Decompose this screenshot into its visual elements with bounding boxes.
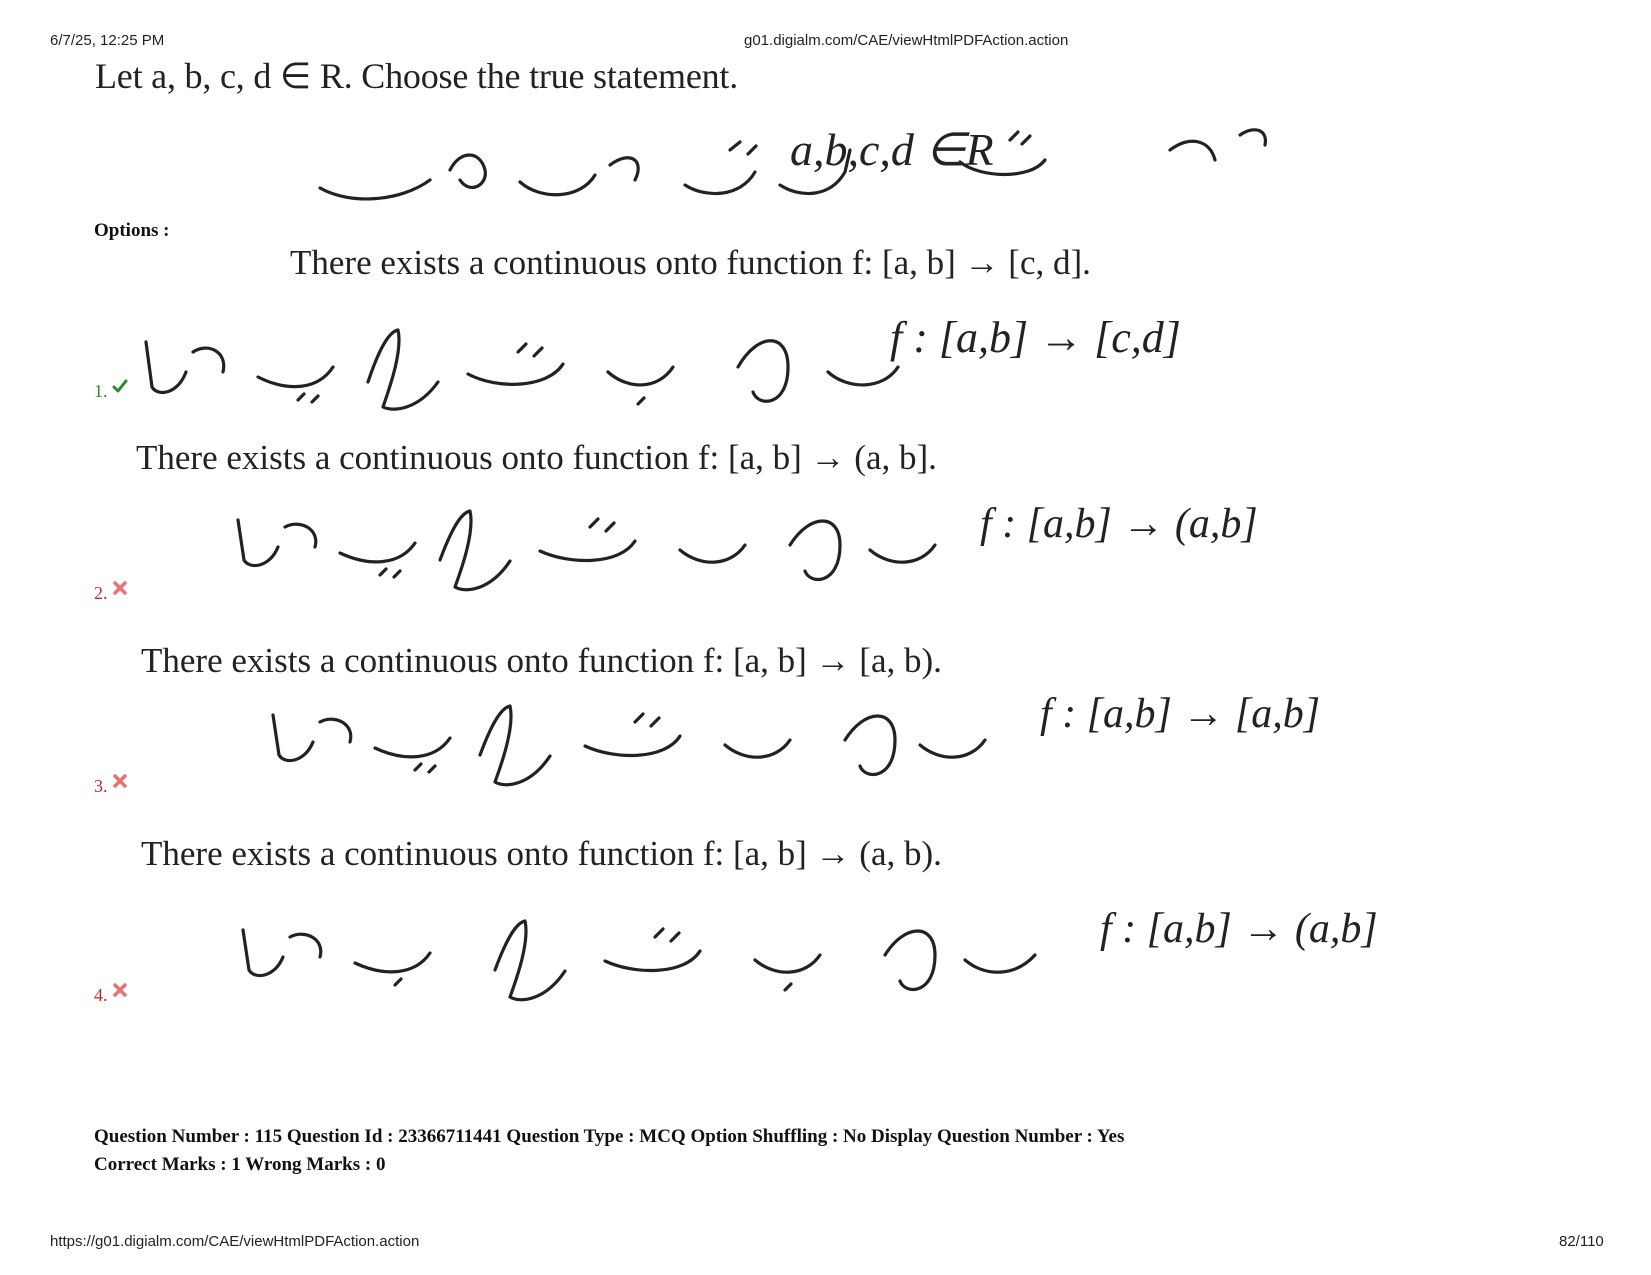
option-1-number [94,381,128,402]
print-datetime: 6/7/25, 12:25 PM [50,32,165,49]
option-3-text: There exists a continuous onto function f: [a, b] → [a, b). [141,641,942,680]
handwritten-urdu-option-4 [235,905,1065,1015]
option-4-number [94,985,128,1006]
option-3-number [94,776,128,797]
question-math: a,b,c,d ∈R [790,124,994,175]
print-page-title: g01.digialm.com/CAE/viewHtmlPDFAction.action [744,32,1069,49]
option-4-text: There exists a continuous onto function f: [a, b] → (a, b). [141,834,942,873]
print-url: https://g01.digialm.com/CAE/viewHtmlPDFAction.action [50,1233,420,1250]
options-label: Options : [94,220,170,241]
option-1-label: 1. [94,381,108,401]
option-2-number [94,583,128,604]
question-meta-line-2: Correct Marks : 1 Wrong Marks : 0 [94,1154,386,1175]
handwritten-urdu-option-2 [230,495,950,605]
question-text: Let a, b, c, d ∈ R. Choose the true statement. [95,56,739,96]
option-1-text: There exists a continuous onto function f: [a, b] → [c, d]. [290,243,1091,282]
option-2-label: 2. [94,583,108,603]
cross-icon [112,982,128,998]
handwritten-urdu-option-3 [265,690,1005,800]
question-meta-line-1: Question Number : 115 Question Id : 23366711441 Question Type : MCQ Option Shuffling : No Display Question Number : Yes [94,1126,1125,1147]
cross-icon [112,580,128,596]
option-1-math: f : [a,b] → [c,d] [890,313,1181,362]
option-3-math: f : [a,b] → [a,b] [1040,691,1321,737]
option-2-text: There exists a continuous onto function f: [a, b] → (a, b]. [136,438,937,477]
option-4-label: 4. [94,985,108,1005]
handwritten-urdu-option-1 [138,312,958,422]
page-number: 82/110 [1559,1233,1604,1250]
option-4-math: f : [a,b] → (a,b] [1100,906,1378,952]
option-3-label: 3. [94,776,108,796]
check-icon [112,378,128,394]
cross-icon [112,773,128,789]
option-2-math: f : [a,b] → (a,b] [980,501,1258,547]
